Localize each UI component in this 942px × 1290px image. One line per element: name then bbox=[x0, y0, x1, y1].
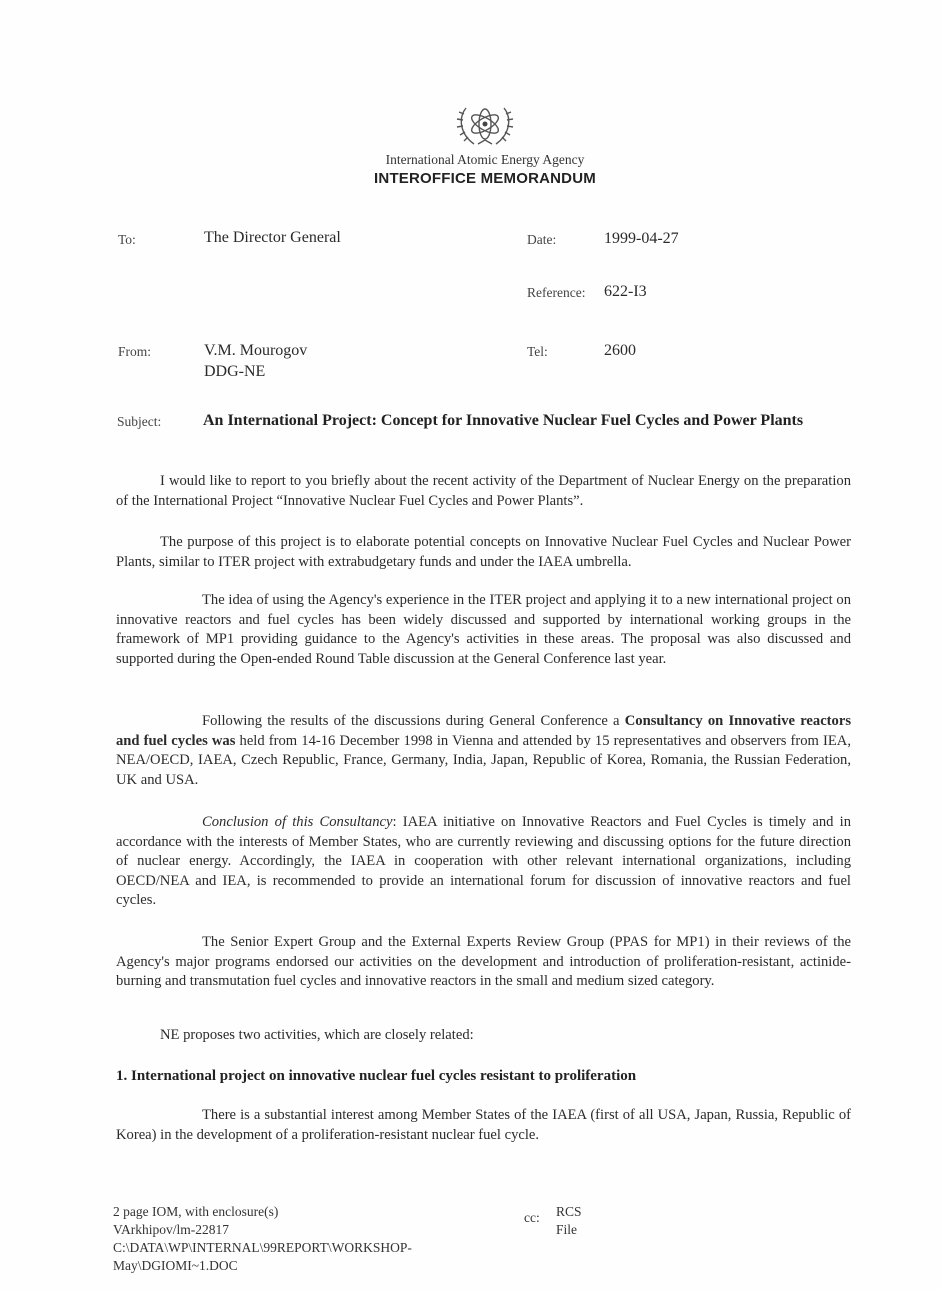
paragraph-5 bbox=[116, 813, 851, 911]
paragraph-3 bbox=[116, 591, 851, 669]
paragraph-5-text-post: : IAEA initiative on Innovative Reactors and Fuel Cycles is timely and in accordance with the interests of Member States, who are currently reviewing and discussing options for the future direction of nuclear energy. Accordingly, the IAEA in cooperation with other relevant international organizations, including OECD/NEA and IEA, is recommended to provide an international forum for discussion of innovative reactors and fuel cycles. bbox=[116, 814, 852, 909]
paragraph-6 bbox=[116, 933, 851, 992]
footer-line-3: C:\DATA\WP\INTERNAL\99REPORT\WORKSHOP- bbox=[113, 1240, 412, 1255]
cc-item-rcs: RCS bbox=[556, 1204, 582, 1219]
paragraph-4 bbox=[116, 712, 851, 790]
reference-label: Reference: bbox=[527, 285, 586, 300]
paragraph-5-text-italic: Conclusion of this Consultancy bbox=[202, 814, 393, 830]
paragraph-3-text: The idea of using the Agency's experience in the ITER project and applying it to a new international project on innovative reactors and fuel cycles has been widely discussed and supported by international working groups in the framework of MP1 providing guidance to the Agency's activities in these areas. The proposal was also discussed and supported during the Open-ended Round Table discussion at the General Conference last year. bbox=[116, 592, 851, 667]
tel-value: 2600 bbox=[604, 342, 636, 359]
date-label: Date: bbox=[527, 232, 557, 247]
to-label: To: bbox=[118, 232, 136, 247]
paragraph-8-text: There is a substantial interest among Member States of the IAEA (first of all USA, Japan, Russia, Republic of Korea) in the development of a proliferation-resistant nuclear fuel cycle. bbox=[116, 1107, 851, 1143]
paragraph-7 bbox=[116, 1026, 851, 1046]
footer-line-2: VArkhipov/lm-22817 bbox=[113, 1222, 230, 1237]
memo-title: INTEROFFICE MEMORANDUM bbox=[374, 170, 596, 187]
date-value: 1999-04-27 bbox=[604, 230, 679, 247]
paragraph-4-text-pre: Following the results of the discussions during General Conference a bbox=[202, 713, 625, 729]
paragraph-8 bbox=[116, 1106, 851, 1145]
reference-value: 622-I3 bbox=[604, 283, 647, 300]
footer-info bbox=[113, 1203, 412, 1275]
paragraph-2-text: The purpose of this project is to elaborate potential concepts on Innovative Nuclear Fuel Cycles and Nuclear Power Plants, similar to ITER project with extrabudgetary funds and under the IAEA umbrella. bbox=[116, 534, 851, 570]
section-heading-1: 1. International project on innovative nuclear fuel cycles resistant to proliferation bbox=[116, 1068, 637, 1084]
to-value: The Director General bbox=[204, 229, 341, 246]
subject-text: An International Project: Concept for Innovative Nuclear Fuel Cycles and Power Plants bbox=[203, 412, 804, 429]
paragraph-1 bbox=[116, 472, 851, 511]
from-name: V.M. Mourogov bbox=[204, 342, 308, 359]
paragraph-6-text: The Senior Expert Group and the External Experts Review Group (PPAS for MP1) in their reviews of the Agency's major programs endorsed our activities on the development and introduction of proliferation-resistant, actinide-burning and transmutation fuel cycles and innovative reactors in the small and medium sized category. bbox=[116, 934, 851, 990]
tel-label: Tel: bbox=[527, 344, 548, 359]
paragraph-2 bbox=[116, 533, 851, 572]
iaea-logo-icon bbox=[452, 100, 518, 150]
paragraph-7-text: NE proposes two activities, which are closely related: bbox=[160, 1027, 474, 1043]
cc-label: cc: bbox=[524, 1210, 540, 1225]
footer-line-4: May\DGIOMI~1.DOC bbox=[113, 1258, 238, 1273]
paragraph-1-text: I would like to report to you briefly about the recent activity of the Department of Nuclear Energy on the preparation of the International Project “Innovative Nuclear Fuel Cycles and Power Plants”. bbox=[116, 473, 851, 509]
subject-label: Subject: bbox=[117, 414, 162, 429]
cc-list bbox=[556, 1203, 582, 1239]
paragraph-4-text-post: held from 14-16 December 1998 in Vienna and attended by 15 representatives and observers from IEA, NEA/OECD, IAEA, Czech Republic, France, Germany, India, Japan, Republic of Korea, Romania, the Russian Federation, UK and USA. bbox=[116, 732, 851, 788]
from-label: From: bbox=[118, 344, 152, 359]
cc-item-file: File bbox=[556, 1222, 578, 1237]
paragraph-4-text-bold: Consultancy on Innovative reactors and fuel cycles was bbox=[116, 713, 851, 749]
from-department: DDG-NE bbox=[204, 363, 266, 380]
agency-name: International Atomic Energy Agency bbox=[385, 152, 585, 167]
footer-line-1: 2 page IOM, with enclosure(s) bbox=[113, 1204, 279, 1219]
